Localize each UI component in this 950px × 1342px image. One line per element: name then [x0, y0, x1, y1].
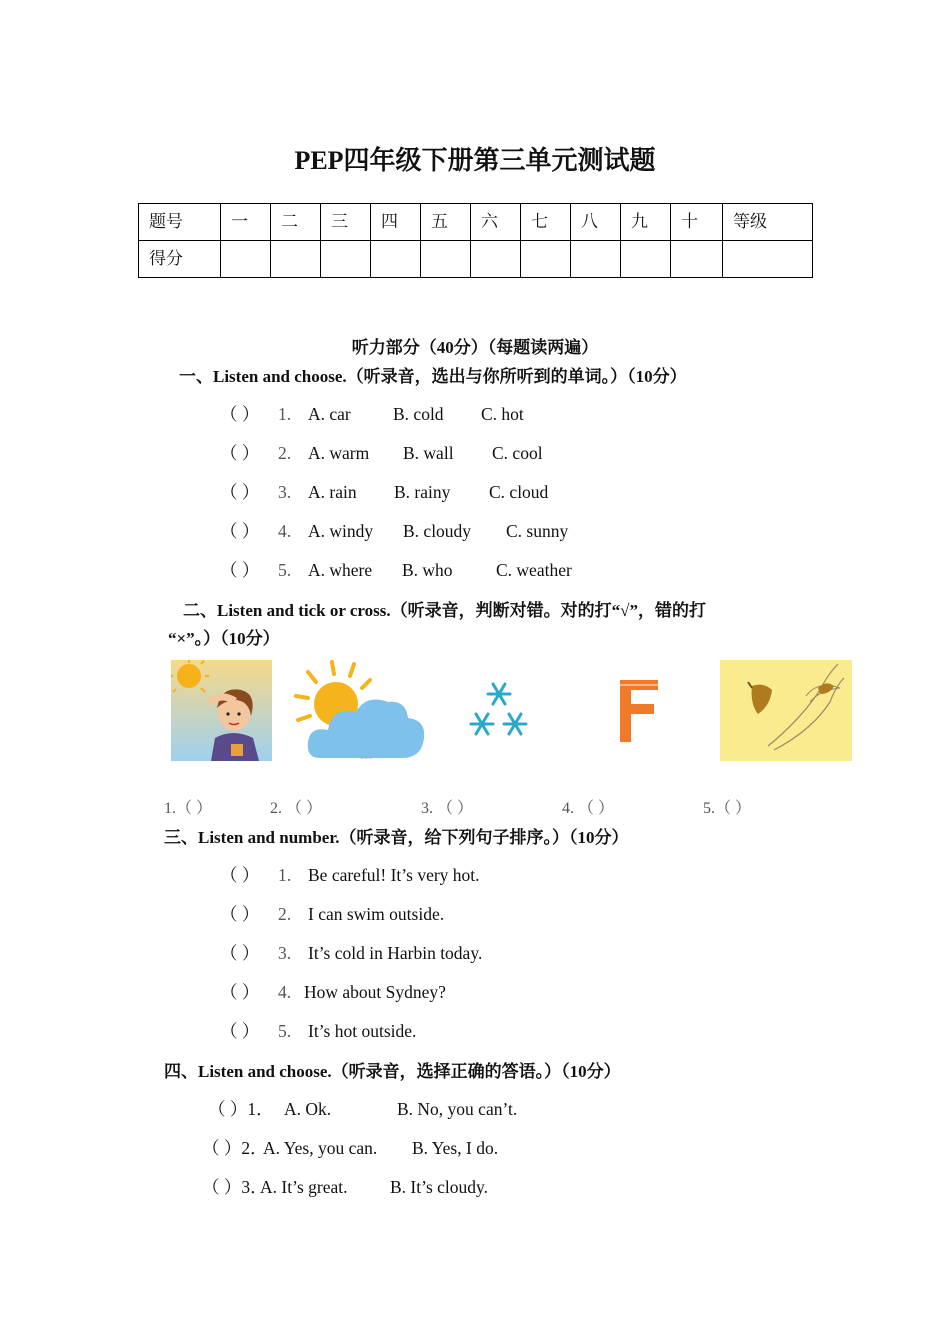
score-cell[interactable] — [421, 241, 471, 278]
table-header-cell: 题号 — [139, 204, 221, 241]
s3-item-1 — [220, 862, 480, 887]
answer-blank[interactable]: （ ）1． — [208, 1099, 274, 1119]
score-table-score-row — [139, 241, 813, 278]
option-c: C. cloud — [489, 482, 549, 502]
sentence-text: How about Sydney? — [304, 982, 446, 1002]
section-2-heading-line2: “×”。）（10分） — [168, 629, 280, 648]
table-header-cell: 四 — [371, 204, 421, 241]
option-b: B. who — [402, 560, 453, 580]
item-number: 5. — [278, 1021, 292, 1041]
answer-blank[interactable]: （ ）3． — [202, 1177, 268, 1197]
option-b: B. It’s cloudy. — [390, 1177, 489, 1197]
s3-item-4 — [220, 979, 446, 1004]
snowflakes-picture — [462, 660, 534, 761]
s1-item-3 — [220, 479, 548, 504]
table-header-cell: 五 — [421, 204, 471, 241]
s4-item-1 — [208, 1096, 517, 1121]
section-1-heading: 一、Listen and choose.（听录音，选出与你所听到的单词。）（10分） — [179, 367, 687, 386]
s3-item-3 — [220, 940, 482, 965]
item-number: 2. — [278, 904, 292, 924]
s1-item-5 — [220, 557, 572, 582]
answer-blank[interactable]: （ ） — [220, 482, 260, 502]
table-header-cell: 等级 — [723, 204, 813, 241]
s2-answer-1[interactable]: 1.（ ） — [164, 800, 213, 817]
answer-blank[interactable]: （ ） — [220, 521, 260, 541]
sentence-text: It’s hot outside. — [308, 1021, 417, 1041]
table-header-cell: 二 — [271, 204, 321, 241]
score-row-label: 得分 — [139, 241, 221, 278]
score-table-header-row — [139, 204, 813, 241]
item-number: 2. — [278, 443, 292, 463]
item-number: 5. — [278, 560, 292, 580]
score-cell[interactable] — [471, 241, 521, 278]
s2-answer-3[interactable]: 3. （ ） — [421, 800, 474, 817]
letter-f-picture — [612, 660, 668, 761]
s4-item-2 — [202, 1135, 498, 1160]
option-a: A. windy — [308, 521, 374, 541]
option-c: C. cool — [492, 443, 543, 463]
option-c: C. hot — [481, 404, 524, 424]
option-b: B. wall — [403, 443, 454, 463]
item-number: 1. — [278, 865, 292, 885]
table-header-cell: 九 — [621, 204, 671, 241]
s2-answer-4[interactable]: 4. （ ） — [562, 800, 615, 817]
answer-blank[interactable]: （ ） — [220, 943, 260, 963]
score-cell[interactable] — [571, 241, 621, 278]
answer-blank[interactable]: （ ） — [220, 404, 260, 424]
answer-blank[interactable]: （ ） — [220, 904, 260, 924]
answer-blank[interactable]: （ ） — [220, 443, 260, 463]
score-cell[interactable] — [671, 241, 723, 278]
score-cell[interactable] — [221, 241, 271, 278]
option-c: C. sunny — [506, 521, 569, 541]
option-a: A. Ok. — [284, 1099, 332, 1119]
sun-cloud-picture — [290, 660, 430, 761]
score-cell[interactable] — [271, 241, 321, 278]
page-title: PEP四年级下册第三单元测试题 — [294, 146, 656, 175]
answer-blank[interactable]: （ ）2． — [202, 1138, 268, 1158]
leaves-wind-picture — [720, 660, 852, 761]
option-a: A. It’s great. — [260, 1177, 348, 1197]
answer-blank[interactable]: （ ） — [220, 865, 260, 885]
hot-boy-sun-picture — [171, 660, 272, 761]
score-cell[interactable] — [321, 241, 371, 278]
listening-heading: 听力部分（40分）（每题读两遍） — [351, 338, 599, 357]
item-number: 4. — [278, 521, 292, 541]
score-cell[interactable] — [723, 241, 813, 278]
s2-answer-2[interactable]: 2. （ ） — [270, 800, 323, 817]
score-cell[interactable] — [521, 241, 571, 278]
option-a: A. warm — [308, 443, 370, 463]
section-4-heading: 四、Listen and choose.（听录音，选择正确的答语。）（10分） — [164, 1062, 621, 1081]
answer-blank[interactable]: （ ） — [220, 560, 260, 580]
table-header-cell: 三 — [321, 204, 371, 241]
sentence-text: It’s cold in Harbin today. — [308, 943, 483, 963]
table-header-cell: 十 — [671, 204, 723, 241]
option-b: B. cold — [393, 404, 444, 424]
sentence-text: I can swim outside. — [308, 904, 445, 924]
option-a: A. where — [308, 560, 373, 580]
option-c: C. weather — [496, 560, 572, 580]
option-a: A. rain — [308, 482, 357, 502]
answer-blank[interactable]: （ ） — [220, 1021, 260, 1041]
table-header-cell: 七 — [521, 204, 571, 241]
table-header-cell: 一 — [221, 204, 271, 241]
item-number: 3. — [278, 482, 292, 502]
s1-item-1 — [220, 401, 524, 426]
option-a: A. Yes, you can. — [263, 1138, 378, 1158]
item-number: 4. — [278, 982, 292, 1002]
sentence-text: Be careful! It’s very hot. — [308, 865, 480, 885]
s3-item-5 — [220, 1018, 416, 1043]
score-cell[interactable] — [371, 241, 421, 278]
score-cell[interactable] — [621, 241, 671, 278]
score-table — [138, 203, 813, 278]
s2-answer-5[interactable]: 5.（ ） — [703, 800, 752, 817]
s1-item-4 — [220, 518, 568, 543]
answer-blank[interactable]: （ ） — [220, 982, 260, 1002]
s4-item-3 — [202, 1174, 488, 1199]
item-number: 1. — [278, 404, 292, 424]
table-header-cell: 六 — [471, 204, 521, 241]
svg-text:www.: www. — [360, 755, 374, 761]
s1-item-2 — [220, 440, 543, 465]
section-3-heading: 三、Listen and number.（听录音，给下列句子排序。）（10分） — [164, 828, 629, 847]
table-header-cell: 八 — [571, 204, 621, 241]
s3-item-2 — [220, 901, 444, 926]
option-b: B. rainy — [394, 482, 451, 502]
option-b: B. No, you can’t. — [397, 1099, 518, 1119]
option-b: B. cloudy — [403, 521, 472, 541]
item-number: 3. — [278, 943, 292, 963]
option-a: A. car — [308, 404, 351, 424]
section-2-heading-line1: 二、Listen and tick or cross.（听录音，判断对错。对的打“√”，错的打 — [183, 601, 706, 620]
option-b: B. Yes, I do. — [412, 1138, 499, 1158]
